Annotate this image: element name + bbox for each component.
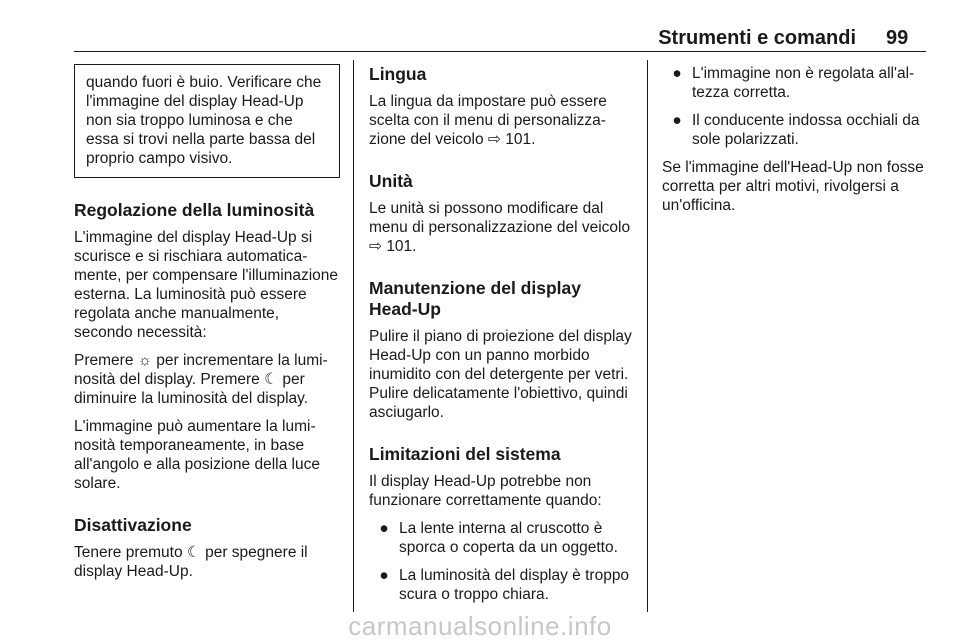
paragraph-brightness-1: L'immagine del display Head-Up si scurisce e si rischiara automaticamente, per compensare l'illuminazione esterna. La luminosità può essere regolata anche manualmente, secondo necessità: [74,229,339,341]
paragraph-limitations: Il display Head-Up potrebbe non funzionare correttamente quando: [369,473,602,509]
text-segment: per incrementare la luminosità del display. Premere [74,352,328,388]
page-reference[interactable]: 101. [386,238,417,255]
heading-units: Unità [369,171,413,191]
heading-deactivation: Disattivazione [74,515,192,535]
text-segment: per spegnere il display Head-Up. [74,544,308,580]
list-item-text: L'immagine non è regolata all'altezza corretta. [692,65,915,101]
paragraph-maintenance: Pulire il piano di proiezione del display Head-Up con un panno morbido inumidito con del detergente per vetri. Pulire delicatamente l'obiettivo, quindi asciugarlo. [369,328,632,421]
moon-icon: ☾ [186,544,201,561]
column-2 [369,64,633,613]
list-item-text: Il conducente indossa occhiali da sole polarizzati. [692,112,920,148]
paragraph-final: Se l'immagine dell'Head-Up non fosse corretta per altri motivi, rivolgersi a un'officina. [662,159,924,214]
list-item [662,111,928,149]
list-item [662,64,928,102]
heading-brightness: Regolazione della luminosità [74,200,315,220]
header-rule [74,51,926,52]
text-segment: Premere [74,352,134,369]
column-1 [74,64,340,590]
text-segment: La lingua da impostare può essere scelta con il menu di personalizzazione del veicolo [369,93,607,148]
bullet-icon: ● [672,65,682,82]
watermark: carmanualsonline.info [348,611,612,641]
bullet-icon: ● [379,520,389,537]
note-box: quando fuori è buio. Verificare che l'immagine del display Head-Up non sia troppo luminosa e che essa si trovi nella parte bassa del proprio campo visivo. [74,64,340,178]
page-number: 99 [886,27,909,49]
bullet-icon: ● [672,112,682,129]
list-item [369,566,633,604]
text-segment: Le unità si possono modificare dal menu di personalizzazione del veicolo [369,200,631,236]
moon-icon: ☾ [264,371,279,388]
column-divider-1 [353,60,354,612]
page-reference-icon: ⇨ [487,131,501,148]
text-segment: per diminuire la luminosità del display. [74,371,309,407]
heading-language: Lingua [369,64,427,84]
page-reference-icon: ⇨ [369,238,382,255]
list-item [369,519,633,557]
page-header-title: Strumenti e comandi [658,27,856,49]
text-segment: Tenere premuto [74,544,183,561]
list-item-text: La lente interna al cruscotto è sporca o coperta da un oggetto. [399,520,618,556]
column-divider-2 [647,60,648,612]
paragraph-deactivation [74,543,340,581]
sun-icon: ☼ [137,352,152,369]
paragraph-language [369,92,633,149]
paragraph-units [369,199,633,256]
column-3 [662,64,928,224]
paragraph-brightness-2 [74,351,340,408]
bullet-icon: ● [379,567,389,584]
page-reference[interactable]: 101. [505,131,536,148]
paragraph-brightness-3: L'immagine può aumentare la luminosità temporaneamente, in base all'angolo e alla posizione della luce solare. [74,418,320,492]
heading-maintenance: Manutenzione del display Head-Up [369,278,581,319]
list-item-text: La luminosità del display è troppo scura o troppo chiara. [399,567,630,603]
heading-limitations: Limitazioni del sistema [369,444,561,464]
